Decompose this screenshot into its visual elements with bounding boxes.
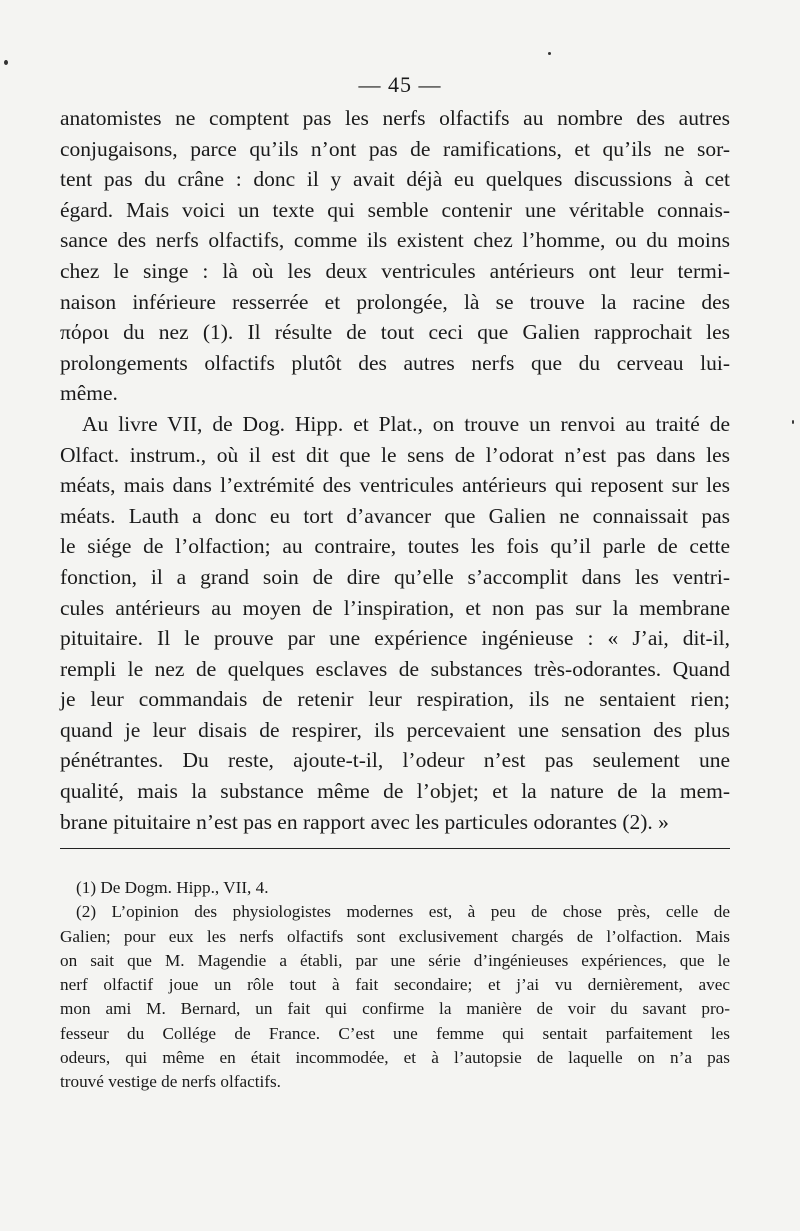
text-line: anatomistes ne comptent pas les nerfs olfactifs au nombre des autres — [60, 106, 730, 130]
text-line: brane pituitaire n’est pas en rapport avec les particules odorantes (2). » — [60, 809, 669, 834]
text-line: naison inférieure resserrée et prolongée, là se trouve la racine des — [60, 289, 730, 314]
text-line: quand je leur disais de respirer, ils percevaient une sensation des plus — [60, 717, 730, 742]
footnote-line: (1) De Dogm. Hipp., VII, 4. — [76, 878, 269, 897]
footnote-line: odeurs, qui même en était incommodée, et à l’autopsie de laquelle on n’a pas — [60, 1048, 730, 1068]
text-line: prolongements olfactifs plutôt des autres nerfs que du cerveau lui- — [60, 350, 730, 375]
page-number: — 45 — — [358, 72, 442, 97]
footnote-separator — [60, 848, 730, 849]
text-line: même. — [60, 381, 118, 406]
footnote-line: nerf olfactif joue un rôle tout à fait secondaire; et j’ai vu dernièrement, avec — [60, 975, 730, 995]
footnote-line: on sait que M. Magendie a établi, par une série d’ingénieuses expériences, que le — [60, 950, 730, 970]
text-line: le siége de l’olfaction; au contraire, toutes les fois qu’il parle de cette — [60, 534, 730, 559]
footnote-line: trouvé vestige de nerfs olfactifs. — [60, 1072, 281, 1092]
text-line: Olfact. instrum., où il est dit que le sens de l’odorat n’est pas dans les — [60, 442, 730, 467]
text-line: pituitaire. Il le prouve par une expérience ingénieuse : « J’ai, dit-il, — [60, 626, 730, 651]
text-line: cules antérieurs au moyen de l’inspiration, et non pas sur la membrane — [60, 595, 730, 620]
text-line: πόροι du nez (1). Il résulte de tout ceci que Galien rapprochait les — [60, 320, 730, 345]
ink-speck — [548, 52, 551, 55]
text-line: méats, mais dans l’extrémité des ventricules antérieurs qui reposent sur les — [60, 473, 730, 498]
text-line: égard. Mais voici un texte qui semble contenir une véritable connais- — [60, 197, 730, 222]
text-line: rempli le nez de quelques esclaves de substances très-odorantes. Quand — [60, 656, 730, 681]
main-text — [60, 103, 730, 837]
text-line: chez le singe : là où les deux ventricules antérieurs ont leur termi- — [60, 258, 730, 283]
footnote-line: Galien; pour eux les nerfs olfactifs sont exclusivement chargés de l’olfaction. Mais — [60, 926, 730, 946]
text-line: qualité, mais la substance même de l’objet; et la nature de la mem- — [60, 779, 730, 804]
ink-speck — [792, 420, 794, 424]
text-line: Au livre VII, de Dog. Hipp. et Plat., on trouve un renvoi au traité de — [82, 411, 730, 436]
text-line: tent pas du crâne : donc il y avait déjà eu quelques discussions à cet — [60, 167, 730, 192]
text-line: pénétrantes. Du reste, ajoute-t-il, l’odeur n’est pas seulement une — [60, 748, 730, 773]
footnote-line: mon ami M. Bernard, un fait qui confirme la manière de voir du savant pro- — [60, 999, 730, 1019]
footnote-line: (2) L’opinion des physiologistes modernes est, à peu de chose près, celle de — [76, 902, 730, 922]
text-line: sance des nerfs olfactifs, comme ils existent chez l’homme, ou du moins — [60, 228, 730, 253]
text-line: fonction, il a grand soin de dire qu’elle s’accomplit dans les ventri- — [60, 564, 730, 589]
text-line: méats. Lauth a donc eu tort d’avancer que Galien ne connaissait pas — [60, 503, 730, 528]
text-line: je leur commandais de retenir leur respiration, ils ne sentaient rien; — [60, 687, 730, 712]
footnotes — [60, 876, 730, 1095]
footnote-line: fesseur du Collége de France. C’est une femme qui sentait parfaitement les — [60, 1023, 730, 1043]
ink-speck — [4, 60, 8, 65]
text-line: conjugaisons, parce qu’ils n’ont pas de ramifications, et qu’ils ne sor- — [60, 136, 730, 161]
